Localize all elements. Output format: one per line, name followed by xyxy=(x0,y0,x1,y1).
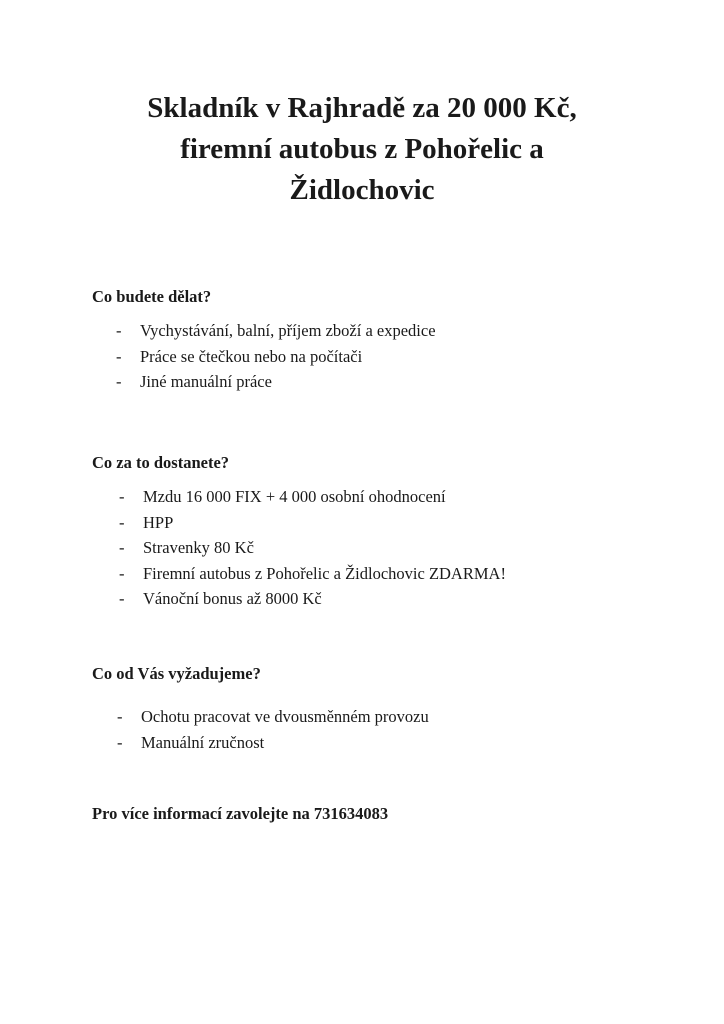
section-heading: Co za to dostanete? xyxy=(92,453,230,472)
document-title xyxy=(0,88,724,211)
title-line: Skladník v Rajhradě za 20 000 Kč, xyxy=(147,92,577,124)
section-heading: Co budete dělat? xyxy=(92,287,212,306)
title-line: Židlochovic xyxy=(289,174,435,206)
title-line: firemní autobus z Pohořelic a xyxy=(180,133,544,165)
contact-line: Pro více informací zavolejte na 731634083 xyxy=(92,804,389,823)
section-heading: Co od Vás vyžadujeme? xyxy=(92,664,261,683)
